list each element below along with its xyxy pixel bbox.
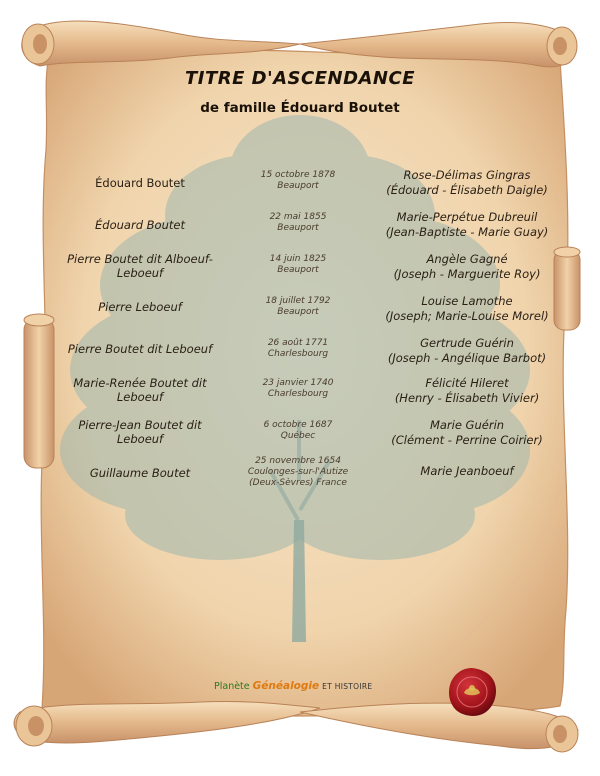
spouse	[362, 294, 572, 324]
marriage-date: 23 janvier 1740	[262, 378, 334, 388]
ancestor-name-line: Pierre-Jean Boutet dit	[78, 418, 202, 432]
wax-seal-icon	[446, 666, 498, 718]
spouse-parents: (Jean-Baptiste - Marie Guay)	[385, 225, 549, 239]
marriage-date: 15 octobre 1878	[260, 170, 336, 180]
brand-genealogie: Généalogie	[252, 680, 320, 692]
ancestor-name	[52, 342, 228, 356]
marriage-date: 6 octobre 1687	[263, 420, 333, 430]
ancestor-name-line: Pierre Boutet dit Leboeuf	[67, 342, 213, 356]
ancestor-name-line: Édouard Boutet	[95, 218, 185, 232]
marriage-event	[236, 296, 360, 318]
marriage-event	[236, 456, 360, 489]
marriage-place: Beauport	[277, 181, 319, 191]
ancestor-name-line: Leboeuf	[116, 432, 164, 446]
marriage-place: Charlesbourg	[267, 389, 329, 399]
ancestor-name-line: Pierre Boutet dit Alboeuf-	[67, 252, 213, 266]
ancestor-name-line: Marie-Renée Boutet dit	[73, 376, 207, 390]
marriage-event	[236, 420, 360, 442]
spouse	[362, 376, 572, 406]
marriage-event	[236, 170, 360, 192]
marriage-date: 18 juillet 1792	[265, 296, 331, 306]
spouse-parents: (Henry - Élisabeth Vivier)	[394, 391, 540, 405]
spouse	[362, 210, 572, 240]
brand-histoire: ET HISTOIRE	[322, 682, 373, 691]
ancestor-name-line: Pierre Leboeuf	[98, 300, 182, 314]
marriage-date: 25 novembre 1654	[255, 456, 341, 466]
spouse-parents: (Joseph - Angélique Barbot)	[387, 351, 547, 365]
spouse-name: Rose-Délimas Gingras	[403, 168, 531, 182]
spouse-parents: (Joseph; Marie-Louise Morel)	[385, 309, 549, 323]
document-title: TITRE D'ASCENDANCE	[184, 68, 416, 89]
spouse	[362, 336, 572, 366]
ancestor-name-line: Leboeuf	[116, 266, 164, 280]
generation-row	[0, 294, 600, 338]
spouse	[362, 464, 572, 479]
ancestor-name	[52, 418, 228, 446]
generation-row	[0, 376, 600, 420]
marriage-date: 22 mai 1855	[269, 212, 327, 222]
spouse-parents: (Joseph - Marguerite Roy)	[393, 267, 541, 281]
marriage-place: Coulonges-sur-l'Autize	[247, 467, 349, 477]
spouse-name: Félicité Hileret	[425, 376, 509, 390]
spouse-name: Louise Lamothe	[421, 294, 513, 308]
marriage-event	[236, 378, 360, 400]
spouse	[362, 418, 572, 448]
ancestor-name	[52, 466, 228, 480]
spouse-name: Marie Guérin	[429, 418, 505, 432]
ancestor-name-line: Leboeuf	[116, 390, 164, 404]
ancestor-name	[52, 252, 228, 280]
ancestor-name	[52, 218, 228, 232]
generation-row	[0, 252, 600, 296]
spouse-name: Marie Jeanboeuf	[420, 464, 514, 478]
marriage-place: Beauport	[277, 265, 319, 275]
marriage-date: 14 juin 1825	[269, 254, 327, 264]
ancestor-name	[52, 376, 228, 404]
marriage-event	[236, 254, 360, 276]
generation-row	[0, 458, 600, 502]
spouse-name: Marie-Perpétue Dubreuil	[396, 210, 538, 224]
spouse-name: Gertrude Guérin	[420, 336, 514, 350]
ancestor-name	[52, 300, 228, 314]
ancestor-name	[52, 176, 228, 190]
ancestor-name-line: Édouard Boutet	[95, 176, 185, 190]
marriage-event	[236, 212, 360, 234]
generation-row	[0, 336, 600, 380]
marriage-place: (Deux-Sèvres) France	[249, 478, 347, 488]
spouse-parents: (Clément - Perrine Coirier)	[391, 433, 543, 447]
ancestor-name-line: Guillaume Boutet	[89, 466, 191, 480]
marriage-place: Charlesbourg	[267, 349, 329, 359]
generation-row	[0, 168, 600, 212]
marriage-event	[236, 338, 360, 360]
brand-planete: Planète	[214, 681, 250, 692]
publisher-logo	[214, 680, 372, 692]
marriage-place: Québec	[280, 431, 316, 441]
spouse-parents: (Édouard - Élisabeth Daigle)	[386, 183, 548, 197]
spouse-name: Angèle Gagné	[426, 252, 508, 266]
marriage-place: Beauport	[277, 223, 319, 233]
marriage-date: 26 août 1771	[267, 338, 329, 348]
spouse	[362, 168, 572, 198]
marriage-place: Beauport	[277, 307, 319, 317]
document-subtitle: de famille Édouard Boutet	[200, 100, 400, 116]
spouse	[362, 252, 572, 282]
generation-row	[0, 210, 600, 254]
